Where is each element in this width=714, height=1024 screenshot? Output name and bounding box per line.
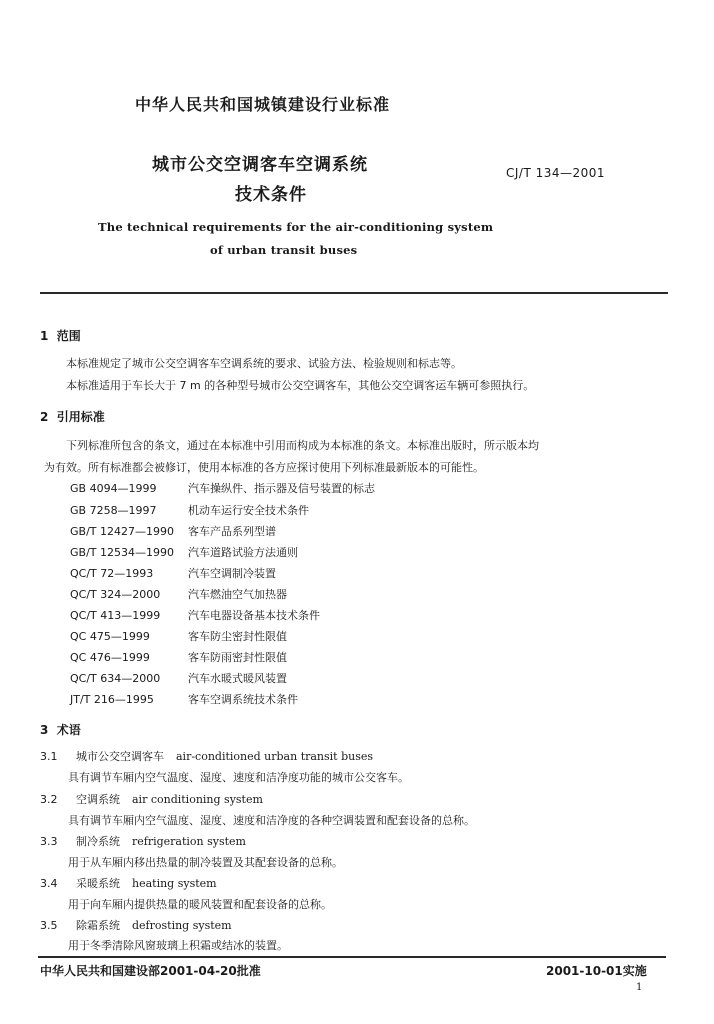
section-2-heading [40,408,105,425]
term-english: defrosting system [132,919,232,932]
approval-date: 中华人民共和国建设部2001-04-20批准 [40,964,261,978]
term-entry [40,791,263,807]
reference-code: JT/T 216—1995 [70,693,154,706]
header-rule [40,292,668,294]
reference-name: 汽车水暖式暖风装置 [188,672,287,685]
reference-item [70,523,276,539]
english-title-line-2: of urban transit buses [210,243,358,257]
term-entry [40,748,373,764]
reference-code: GB 4094—1999 [70,482,157,495]
reference-name: 客车防尘密封性限值 [188,630,287,643]
title-line-1: 城市公交空调客车空调系统 [152,155,368,175]
term-definition: 用于向车厢内提供热量的暖风装置和配套设备的总称。 [68,898,332,911]
issuing-authority: 中华人民共和国城镇建设行业标准 [135,95,391,114]
term-chinese: 城市公交空调客车 [76,750,164,763]
term-number: 3.3 [40,835,58,848]
term-definition: 用于从车厢内移出热量的制冷装置及其配套设备的总称。 [68,856,343,869]
term-number: 3.2 [40,793,58,806]
reference-item [70,628,287,644]
reference-item [70,480,375,496]
section-number: 2 [40,410,49,424]
reference-name: 汽车道路试验方法通则 [188,546,298,559]
term-entry [40,875,217,891]
reference-code: QC 476—1999 [70,651,150,664]
reference-name: 汽车空调制冷装置 [188,567,276,580]
term-chinese: 采暖系统 [76,877,120,890]
term-definition: 具有调节车厢内空气温度、湿度、速度和洁净度功能的城市公交客车。 [68,771,409,784]
term-definition: 具有调节车厢内空气温度、湿度、速度和洁净度的各种空调装置和配套设备的总称。 [68,814,475,827]
reference-code: QC/T 634—2000 [70,672,161,685]
term-chinese: 空调系统 [76,793,120,806]
section-1-paragraph-2: 本标准适用于车长大于 7 m 的各种型号城市公交空调客车，其他公交空调客运车辆可参照执行。 [66,379,535,392]
reference-code: QC/T 413—1999 [70,609,161,622]
section-number: 3 [40,723,49,737]
section-title: 范围 [56,329,81,343]
section-number: 1 [40,329,49,343]
section-1-paragraph-1: 本标准规定了城市公交空调客车空调系统的要求、试验方法、检验规则和标志等。 [66,357,462,370]
reference-name: 汽车操纵件、指示器及信号装置的标志 [188,482,375,495]
effective-date: 2001-10-01实施 [546,964,647,978]
english-title-line-1: The technical requirements for the air-conditioning system [98,220,494,234]
standard-number: CJ/T 134—2001 [506,166,606,180]
term-chinese: 制冷系统 [76,835,120,848]
term-number: 3.5 [40,919,58,932]
title-line-2: 技术条件 [235,185,307,205]
reference-item [70,565,276,581]
term-entry [40,833,246,849]
reference-code: QC/T 72—1993 [70,567,154,580]
reference-item [70,691,298,707]
term-definition: 用于冬季清除风窗玻璃上积霜或结冰的装置。 [68,939,288,952]
reference-item [70,544,298,560]
term-entry [40,917,232,933]
section-2-paragraph-line-2: 为有效。所有标准都会被修订，使用本标准的各方应探讨使用下列标准最新版本的可能性。 [44,461,484,474]
section-title: 引用标准 [56,410,105,424]
page-number: 1 [636,982,643,993]
footer-rule [38,956,666,958]
reference-item [70,502,309,518]
term-number: 3.1 [40,750,58,763]
term-english: air conditioning system [132,793,263,806]
section-title: 术语 [56,723,81,737]
reference-code: GB 7258—1997 [70,504,157,517]
term-number: 3.4 [40,877,58,890]
reference-name: 客车防雨密封性限值 [188,651,287,664]
section-2-paragraph-line-1: 下列标准所包含的条文，通过在本标准中引用而构成为本标准的条文。本标准出版时，所示版本均 [66,439,539,452]
term-english: air-conditioned urban transit buses [176,750,374,763]
term-english: refrigeration system [132,835,246,848]
reference-name: 客车产品系列型谱 [188,525,276,538]
reference-name: 汽车燃油空气加热器 [188,588,287,601]
section-3-heading [40,721,81,738]
reference-code: QC/T 324—2000 [70,588,161,601]
reference-code: QC 475—1999 [70,630,150,643]
reference-item [70,670,287,686]
term-chinese: 除霜系统 [76,919,120,932]
reference-item [70,607,320,623]
reference-name: 汽车电器设备基本技术条件 [188,609,320,622]
reference-code: GB/T 12534—1990 [70,546,174,559]
reference-item [70,649,287,665]
reference-name: 机动车运行安全技术条件 [188,504,309,517]
reference-item [70,586,287,602]
reference-code: GB/T 12427—1990 [70,525,174,538]
term-english: heating system [132,877,217,890]
section-1-heading [40,327,81,344]
reference-name: 客车空调系统技术条件 [188,693,298,706]
